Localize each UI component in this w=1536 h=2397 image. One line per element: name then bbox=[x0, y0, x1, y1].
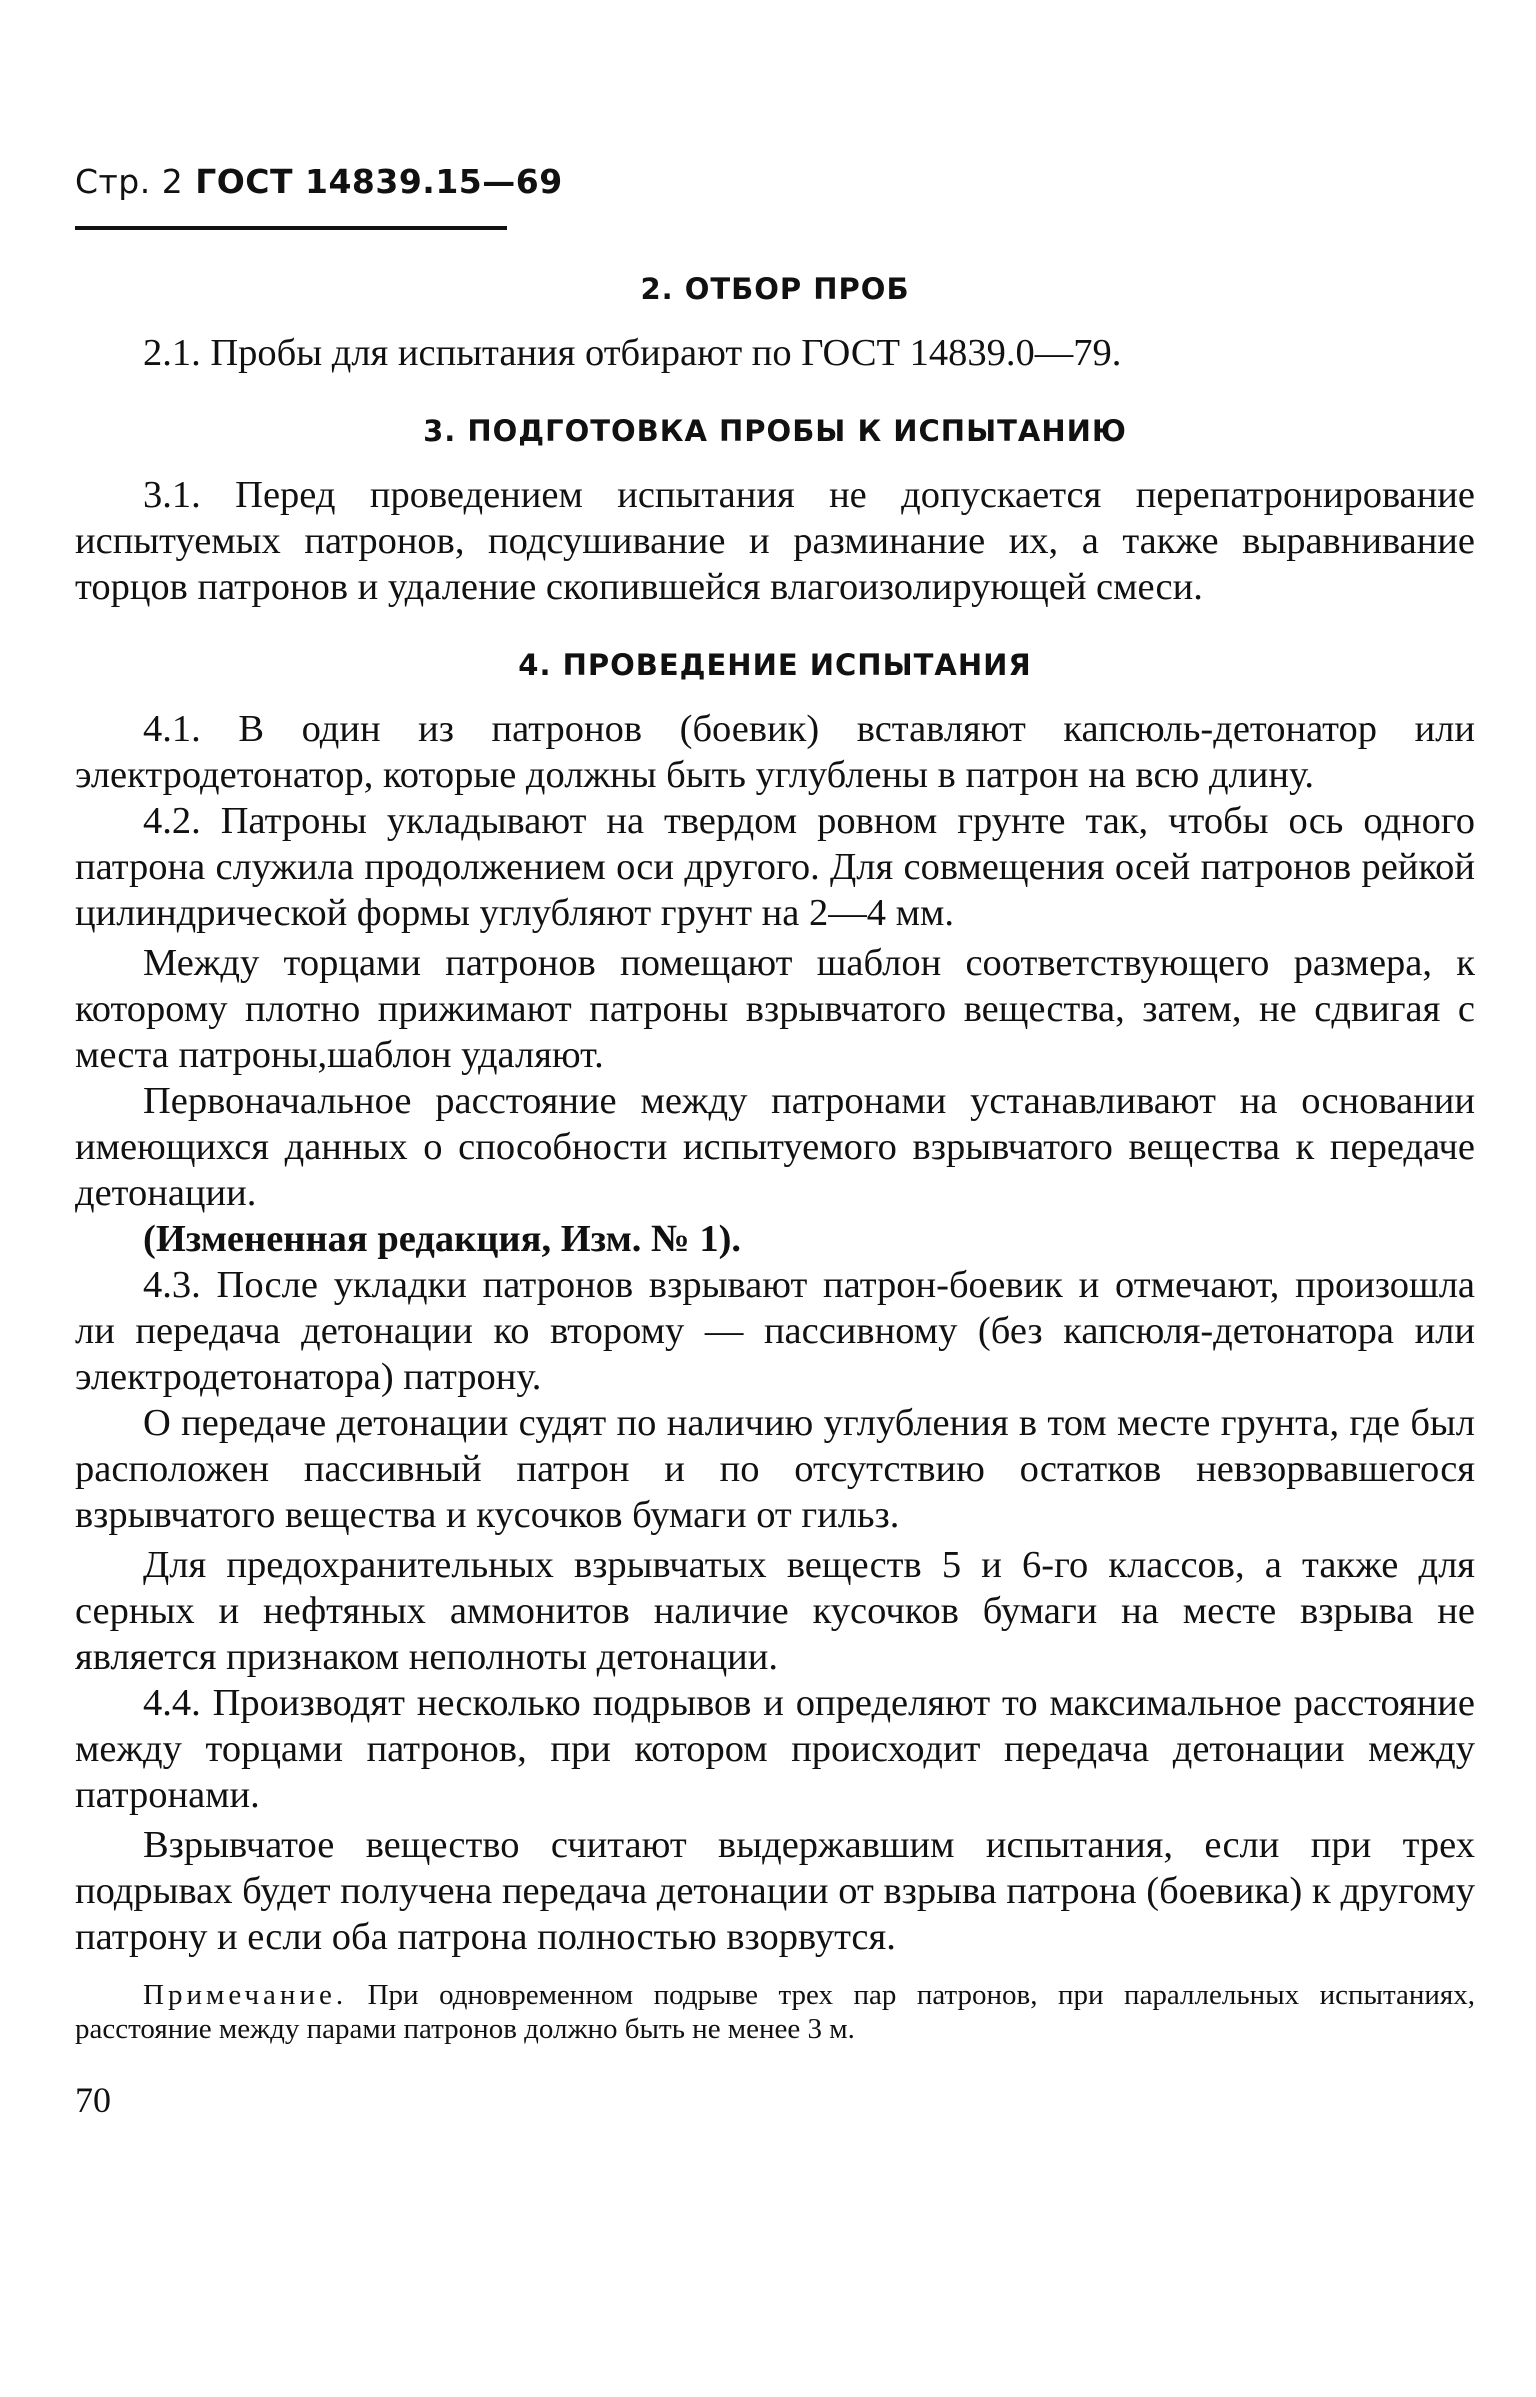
footnote-text: При одновременном подрыве трех пар патронов, при параллельных испытаниях, расстояние между парами патронов должно быть не менее 3 м. bbox=[75, 1979, 1476, 2045]
paragraph-4-3-safety-explosives: Для предохранительных взрывчатых веществ 5 и 6-го классов, а также для серных и нефтяных аммонитов наличие кусочков бумаги на месте взрыва не является признаком неполноты детонации. bbox=[75, 1544, 1475, 1678]
paragraph-4-4: 4.4. Производят несколько подрывов и определяют то максимальное расстояние между торцами патронов, при котором происходит передача детонации между патронами. bbox=[75, 1682, 1475, 1816]
paragraph-4-2: 4.2. Патроны укладывают на твердом ровном грунте так, чтобы ось одного патрона служила продолжением оси другого. Для совмещения осей патронов рейкой цилиндрической формы углубляют грунт на 2—4 мм. bbox=[75, 800, 1475, 934]
header-rule bbox=[75, 226, 507, 230]
amendment-note: (Измененная редакция, Изм. № 1). bbox=[143, 1218, 742, 1260]
paragraph-4-2-template: Между торцами патронов помещают шаблон соответствующего размера, к которому плотно прижимают патроны взрывчатого вещества, затем, не сдвигая с места патроны,шаблон удаляют. bbox=[75, 942, 1475, 1076]
footnote bbox=[75, 1978, 1475, 2046]
paragraph-4-3: 4.3. После укладки патронов взрывают патрон-боевик и отмечают, произошла ли передача детонации ко второму — пассивному (без капсюля-детонатора или электродетонатора) патрону. bbox=[75, 1264, 1475, 1398]
section-heading-testing: 4. ПРОВЕДЕНИЕ ИСПЫТАНИЯ bbox=[518, 648, 1032, 682]
page-number: 70 bbox=[75, 2080, 111, 2120]
paragraph-4-3-judgement: О передаче детонации судят по наличию углубления в том месте грунта, где был расположен пассивный патрон и по отсутствию остатков невзорвавшегося взрывчатого вещества и кусочков бумаги от гильз. bbox=[75, 1402, 1475, 1536]
footnote-label: Примечание. bbox=[143, 1979, 348, 2011]
paragraph-3-1: 3.1. Перед проведением испытания не допускается перепатронирование испытуемых патронов, подсушивание и разминание их, а также выравнивание торцов патронов и удаление скопившейся влагоизолирующей смеси. bbox=[75, 474, 1475, 608]
document-page bbox=[75, 160, 1475, 2120]
page-label: Стр. 2 bbox=[75, 162, 184, 201]
standard-code: ГОСТ 14839.15—69 bbox=[195, 162, 563, 201]
paragraph-4-4-pass-criterion: Взрывчатое вещество считают выдержавшим испытания, если при трех подрывах будет получена передача детонации от взрыва патрона (боевика) к другому патрону и если оба патрона полностью взорвутся. bbox=[75, 1824, 1475, 1958]
section-heading-preparation: 3. ПОДГОТОВКА ПРОБЫ К ИСПЫТАНИЮ bbox=[423, 414, 1127, 448]
paragraph-4-2-initial-distance: Первоначальное расстояние между патронами устанавливают на основании имеющихся данных о способности испытуемого взрывчатого вещества к передаче детонации. bbox=[75, 1080, 1475, 1214]
section-heading-sampling: 2. ОТБОР ПРОБ bbox=[640, 272, 910, 306]
paragraph-4-1: 4.1. В один из патронов (боевик) вставляют капсюль-детонатор или электродетонатор, которые должны быть углублены в патрон на всю длину. bbox=[75, 708, 1475, 796]
running-header bbox=[75, 160, 1475, 204]
paragraph-2-1: 2.1. Пробы для испытания отбирают по ГОСТ 14839.0—79. bbox=[143, 332, 1122, 374]
